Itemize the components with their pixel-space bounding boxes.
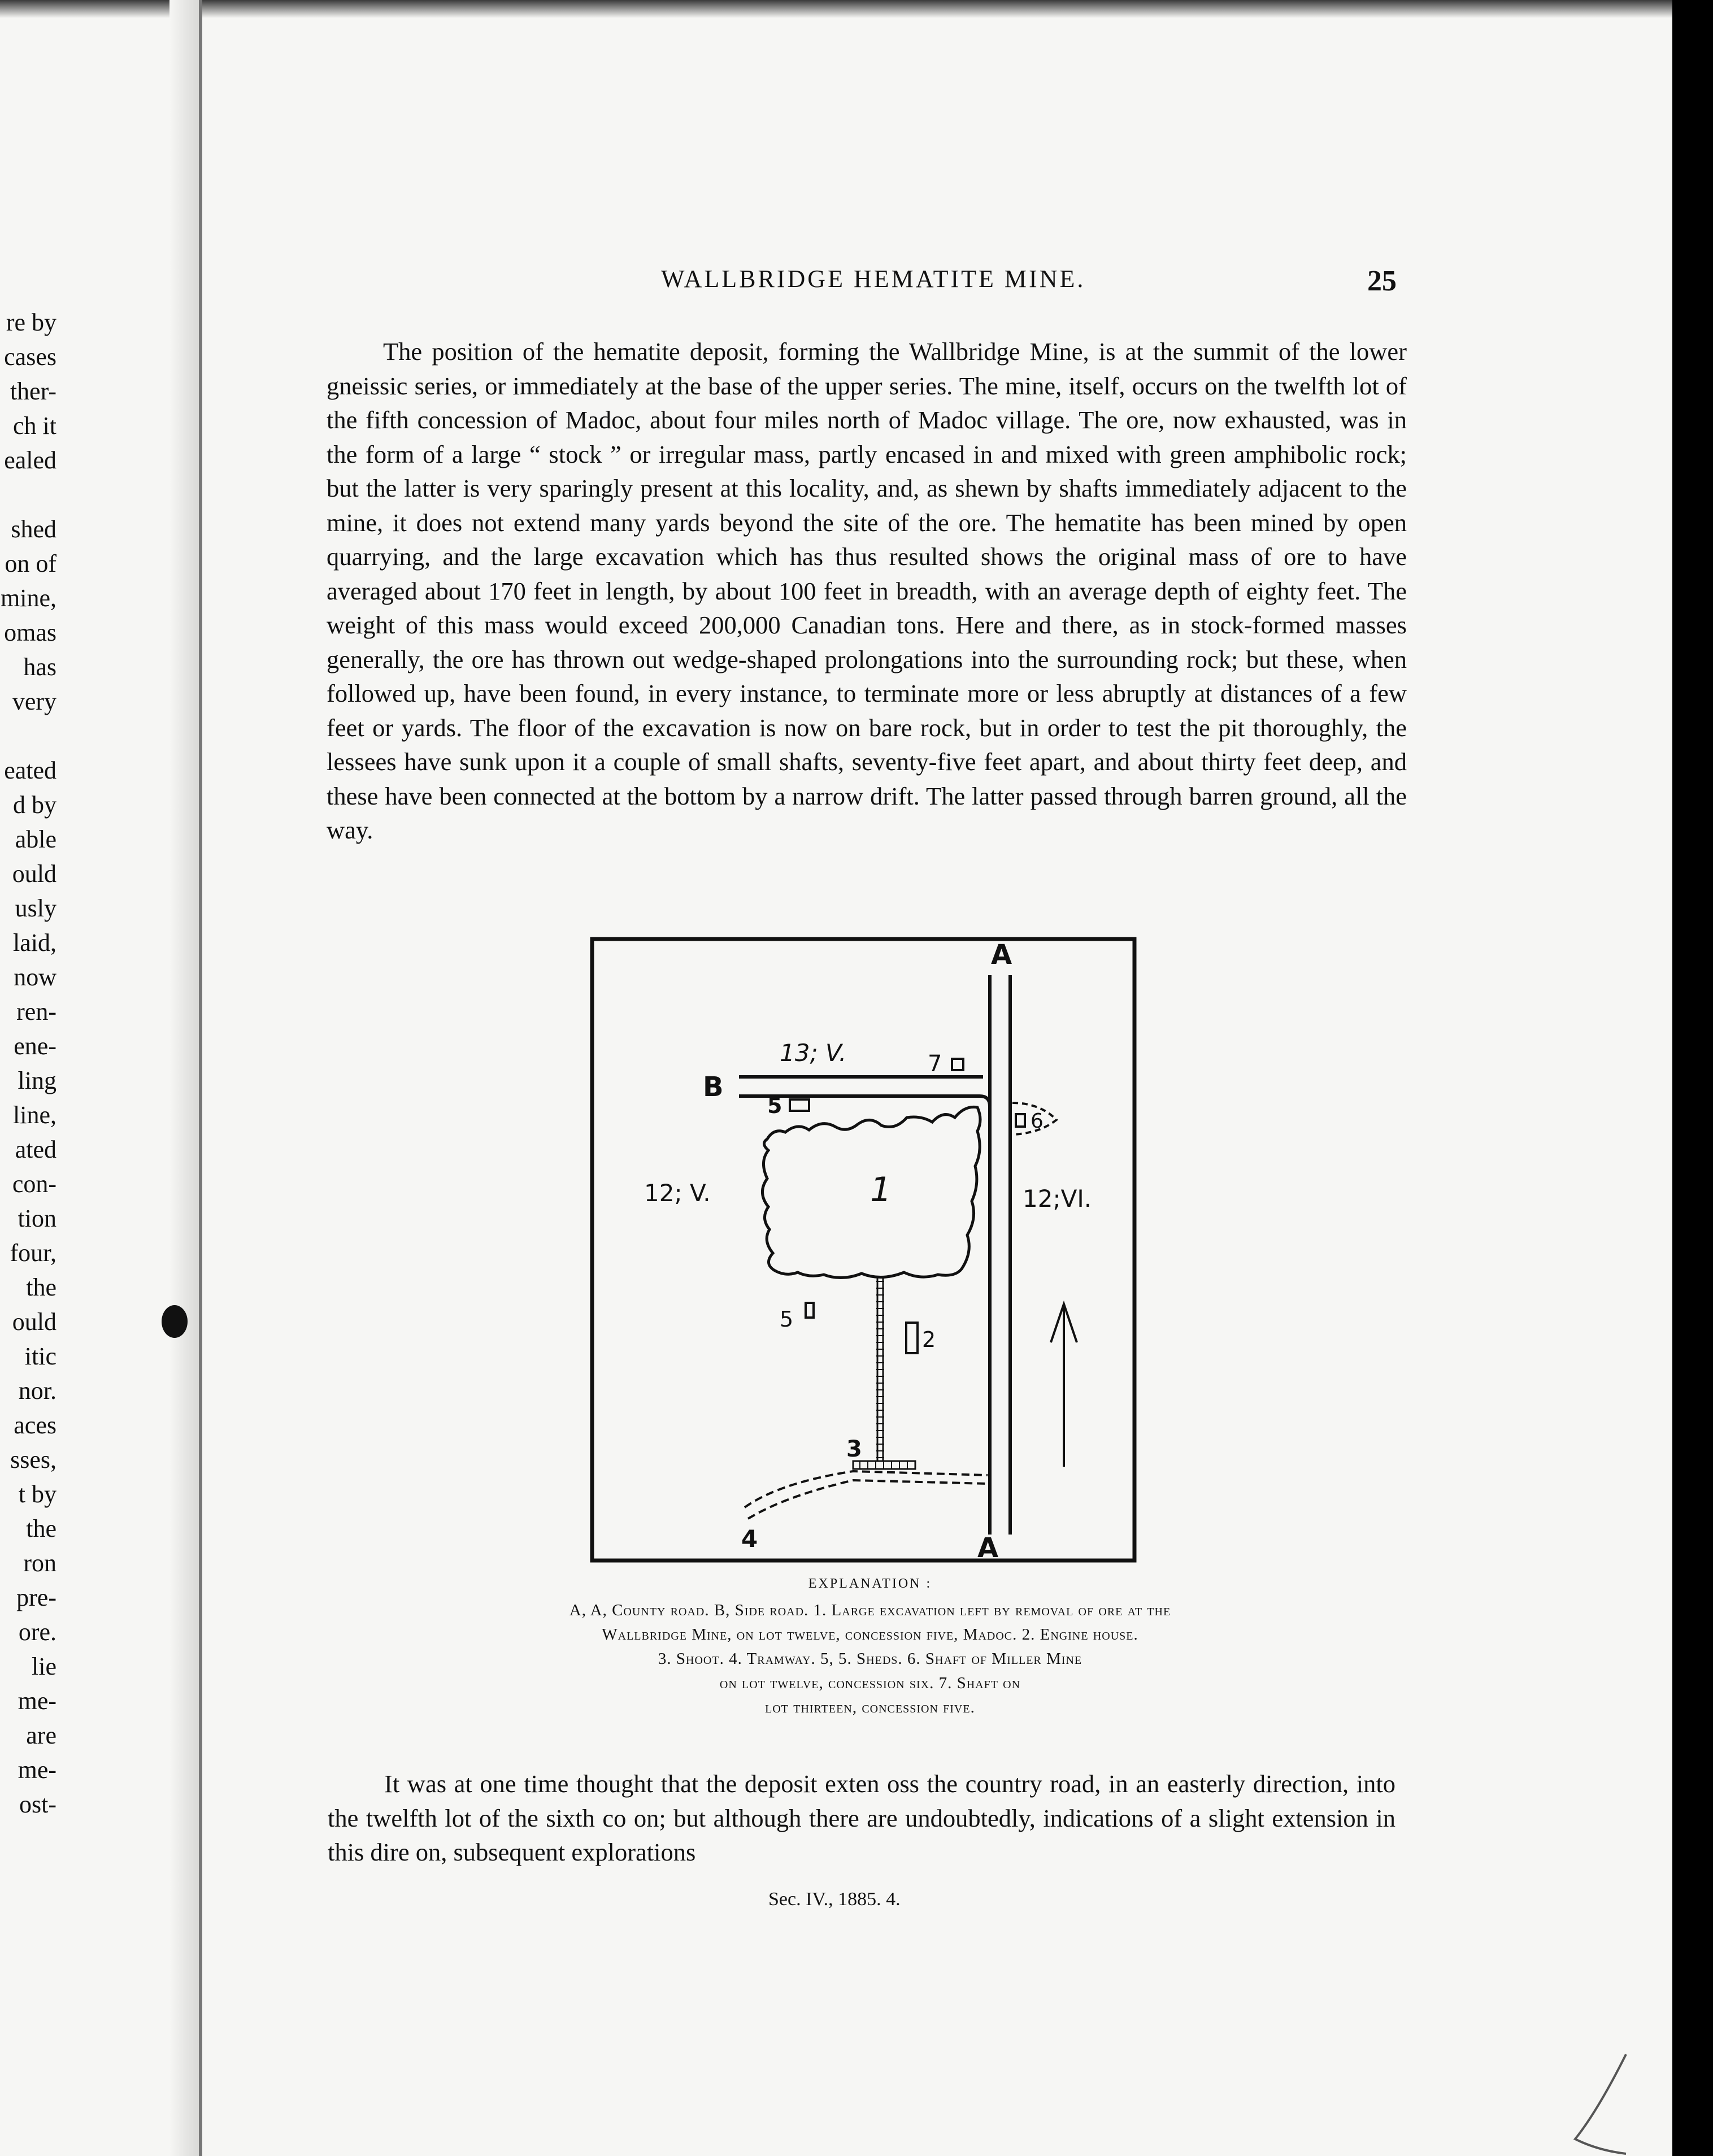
- fragment-line: able: [15, 825, 56, 853]
- fragment-line: [0, 719, 56, 753]
- label-2: 2: [922, 1327, 936, 1352]
- fragment-line: me-: [18, 1687, 56, 1715]
- running-header: WALLBRIDGE HEMATITE MINE.: [661, 265, 1086, 293]
- signature-footer: Sec. IV., 1885. 4.: [768, 1889, 901, 1910]
- gutter-shadow: [169, 0, 199, 2156]
- paragraph-text: It was at one time thought that the deposit exten oss the country road, in an easterly direction, into the twelfth lot of the sixth co on; but although there are undoubtedly, indications of a slight extension in this dire on, subsequent explorations: [328, 1770, 1395, 1866]
- label-5-upper: 5: [767, 1093, 782, 1118]
- shed-5-lower-box: [806, 1303, 814, 1318]
- label-lot-12-v: 12; V.: [644, 1179, 711, 1207]
- shoot-ties: [860, 1461, 907, 1469]
- fragment-line: tion: [18, 1205, 56, 1232]
- explanation-line: A, A, County road. B, Side road. 1. Large excavation left by removal of ore at the: [569, 1601, 1171, 1619]
- fragment-line: d by: [13, 791, 56, 819]
- fragment-line: nor.: [18, 1377, 56, 1405]
- label-4: 4: [741, 1525, 758, 1553]
- fragment-line: ated: [15, 1136, 56, 1163]
- fragment-line: cases: [4, 343, 56, 371]
- fragment-line: shed: [11, 515, 56, 543]
- fragment-line: eated: [4, 757, 56, 784]
- fragment-line: ould: [12, 860, 56, 888]
- explanation-line: Wallbridge Mine, on lot twelve, concession five, Madoc. 2. Engine house.: [602, 1625, 1138, 1644]
- fragment-line: mine,: [1, 584, 56, 612]
- fragment-line: ther-: [10, 377, 56, 405]
- fragment-line: [0, 477, 56, 512]
- fragment-line: t by: [18, 1480, 56, 1508]
- explanation-line: 3. Shoot. 4. Tramway. 5, 5. Sheds. 6. Shaft of Miller Mine: [658, 1650, 1082, 1668]
- fragment-line: on of: [5, 550, 56, 577]
- fragment-line: sses,: [10, 1446, 56, 1473]
- fragment-line: ren-: [16, 998, 56, 1025]
- fragment-line: are: [26, 1722, 56, 1749]
- diagram-frame: [592, 939, 1134, 1561]
- shaft-7-box: [952, 1059, 963, 1070]
- fragment-line: ore.: [18, 1618, 56, 1646]
- fragment-line: laid,: [13, 929, 56, 957]
- mine-site-diagram: [588, 936, 1141, 1568]
- fragment-line: ealed: [4, 446, 56, 474]
- fragment-line: four,: [10, 1239, 56, 1267]
- fragment-line: me-: [18, 1756, 56, 1784]
- fragment-line: ene-: [14, 1032, 56, 1060]
- fragment-line: ost-: [19, 1790, 56, 1818]
- fragment-line: aces: [14, 1411, 56, 1439]
- fragment-line: pre-: [16, 1584, 56, 1611]
- fragment-line: omas: [4, 619, 56, 646]
- shed-5-upper-box: [790, 1099, 809, 1111]
- label-a-top: A: [991, 939, 1012, 971]
- shaft-6-box: [1016, 1114, 1025, 1127]
- fragment-line: the: [26, 1515, 56, 1542]
- fragment-line: lie: [32, 1653, 56, 1680]
- label-7: 7: [928, 1051, 942, 1077]
- tramway-route-lower: [748, 1480, 988, 1519]
- page-corner-curl: [1564, 2043, 1632, 2156]
- page-number: 25: [1367, 265, 1397, 297]
- explanation-line: on lot twelve, concession six. 7. Shaft on: [719, 1674, 1021, 1692]
- explanation-title: EXPLANATION :: [808, 1576, 932, 1591]
- fragment-line: the: [26, 1273, 56, 1301]
- body-paragraph-2: [328, 1767, 1395, 1870]
- label-5-lower: 5: [780, 1307, 794, 1332]
- fragment-line: re by: [6, 308, 56, 336]
- engine-house-box: [906, 1323, 918, 1353]
- label-lot-13-v: 13; V.: [780, 1039, 847, 1067]
- tramway-route-upper: [745, 1471, 988, 1507]
- fragment-line: has: [23, 653, 56, 681]
- scan-border: [1672, 0, 1713, 2156]
- label-6: 6: [1031, 1110, 1044, 1133]
- page-gutter-line: [199, 0, 202, 2156]
- ink-blot: [162, 1305, 188, 1338]
- label-lot-12-vi: 12;VI.: [1023, 1185, 1092, 1212]
- fragment-line: ch it: [13, 412, 56, 440]
- fragment-line: itic: [24, 1342, 56, 1370]
- explanation-line: lot thirteen, concession five.: [765, 1698, 975, 1716]
- diagram-explanation: [429, 1576, 1311, 1720]
- fragment-line: usly: [15, 894, 56, 922]
- label-3: 3: [846, 1436, 862, 1462]
- body-paragraph-1: [327, 334, 1407, 847]
- scan-top-shadow: [0, 0, 1672, 18]
- fragment-line: ling: [18, 1067, 56, 1094]
- label-1: 1: [870, 1170, 892, 1210]
- fragment-line: ron: [23, 1549, 56, 1577]
- fragment-line: con-: [12, 1170, 56, 1198]
- label-b: B: [703, 1071, 724, 1103]
- previous-page-fragments: [0, 305, 56, 1822]
- fragment-line: very: [12, 688, 56, 715]
- paragraph-text: The position of the hematite deposit, forming the Wallbridge Mine, is at the summit of the lower gneissic series, or immediately at the base of the upper series. The mine, itself, occurs on the twelfth lot of the fifth concession of Madoc, about four miles north of Madoc village. The ore, now exhausted, was in the form of a large “ stock ” or irregular mass, partly encased in and mixed with green amphibolic rock; but the latter is very sparingly present at this locality, and, as shewn by shafts immediately adjacent to the mine, it does not extend many yards beyond the site of the ore. The hematite has been mined by open quarrying, and the large excavation which has thus resulted shows the original mass of ore to have averaged about 170 feet in length, by about 100 feet in breadth, with an average depth of eighty feet. The weight of this mass would exceed 200,000 Canadian tons. Here and there, as in stock-formed masses generally, the ore has thrown out wedge-shaped prolongations into the surrounding rock; but these, when followed up, have been found, in every instance, to terminate more or less abruptly at distances of a few feet or yards. The floor of the excavation is now on bare rock, but in order to test the pit thoroughly, the lessees have sunk upon it a couple of small shafts, seventy-five feet apart, and about thirty feet deep, and these have been connected at the bottom by a narrow drift. The latter passed through barren ground, all the way.: [327, 337, 1407, 844]
- fragment-line: now: [14, 963, 56, 991]
- fragment-line: ould: [12, 1308, 56, 1336]
- label-a-bottom: A: [977, 1532, 999, 1564]
- fragment-line: line,: [13, 1101, 56, 1129]
